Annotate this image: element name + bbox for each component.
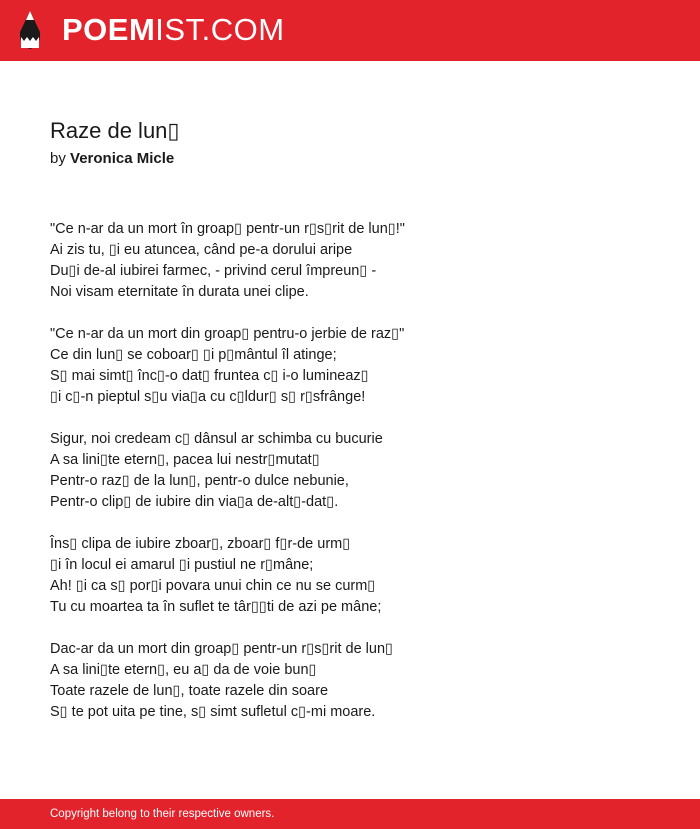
poem-body [50, 219, 670, 744]
stanza [50, 534, 670, 618]
author-name: Veronica Micle [70, 150, 175, 167]
poem-line: ▯i în locul ei amarul ▯i pustiul ne r▯mâne; [50, 557, 314, 573]
copyright-notice: Copyright belong to their respective owners. [50, 808, 275, 820]
brand-bold: POEM [62, 12, 156, 47]
poem-line: Noi visam eternitate în durata unei clipe. [50, 284, 309, 300]
site-header [0, 0, 700, 61]
site-footer [0, 799, 700, 829]
poem-line: Ce din lun▯ se coboar▯ ▯i p▯mântul îl atinge; [50, 347, 337, 363]
stanza [50, 639, 670, 723]
poem-line: Toate razele de lun▯, toate razele din soare [50, 683, 329, 699]
site-logo[interactable] [62, 11, 285, 49]
poem-line: "Ce n-ar da un mort din groap▯ pentru-o jerbie de raz▯" [50, 326, 405, 342]
by-label: by [50, 150, 66, 167]
poem-title: Raze de lun▯ [50, 118, 180, 143]
stanza [50, 324, 670, 408]
poem-line: A sa lini▯te etern▯, eu a▯ da de voie bun▯ [50, 662, 317, 678]
brand-light: IST.COM [155, 12, 285, 47]
poem-line: Pentr-o clip▯ de iubire din via▯a de-alt▯-dat▯. [50, 494, 339, 510]
poem-line: Du▯i de-al iubirei farmec, - privind cerul împreun▯ - [50, 263, 377, 279]
poem-line: Ah! ▯i ca s▯ por▯i povara unui chin ce nu se curm▯ [50, 578, 376, 594]
poem-line: Sigur, noi credeam c▯ dânsul ar schimba cu bucurie [50, 431, 383, 447]
stanza [50, 219, 670, 303]
poem-line: A sa lini▯te etern▯, pacea lui nestr▯mutat▯ [50, 452, 320, 468]
poem-line: Pentr-o raz▯ de la lun▯, pentr-o dulce nebunie, [50, 473, 349, 489]
pencil-tip-icon[interactable] [18, 10, 42, 50]
poem-line: Dac-ar da un mort din groap▯ pentr-un r▯s▯rit de lun▯ [50, 641, 394, 657]
poem-line: Îns▯ clipa de iubire zboar▯, zboar▯ f▯r-de urm▯ [50, 536, 351, 552]
stanza [50, 429, 670, 513]
poem-line: S▯ mai simt▯ înc▯-o dat▯ fruntea c▯ i-o lumineaz▯ [50, 368, 369, 384]
poem-line: Ai zis tu, ▯i eu atuncea, când pe-a dorului aripe [50, 242, 353, 258]
poem-line: Tu cu moartea ta în suflet te târ▯▯ti de azi pe mâne; [50, 599, 382, 615]
poem-byline [50, 149, 174, 169]
poem-line: S▯ te pot uita pe tine, s▯ simt sufletul c▯-mi moare. [50, 704, 376, 720]
poem-line: "Ce n-ar da un mort în groap▯ pentr-un r▯s▯rit de lun▯!" [50, 221, 405, 237]
poem-line: ▯i c▯-n pieptul s▯u via▯a cu c▯ldur▯ s▯ r▯sfrânge! [50, 389, 366, 405]
